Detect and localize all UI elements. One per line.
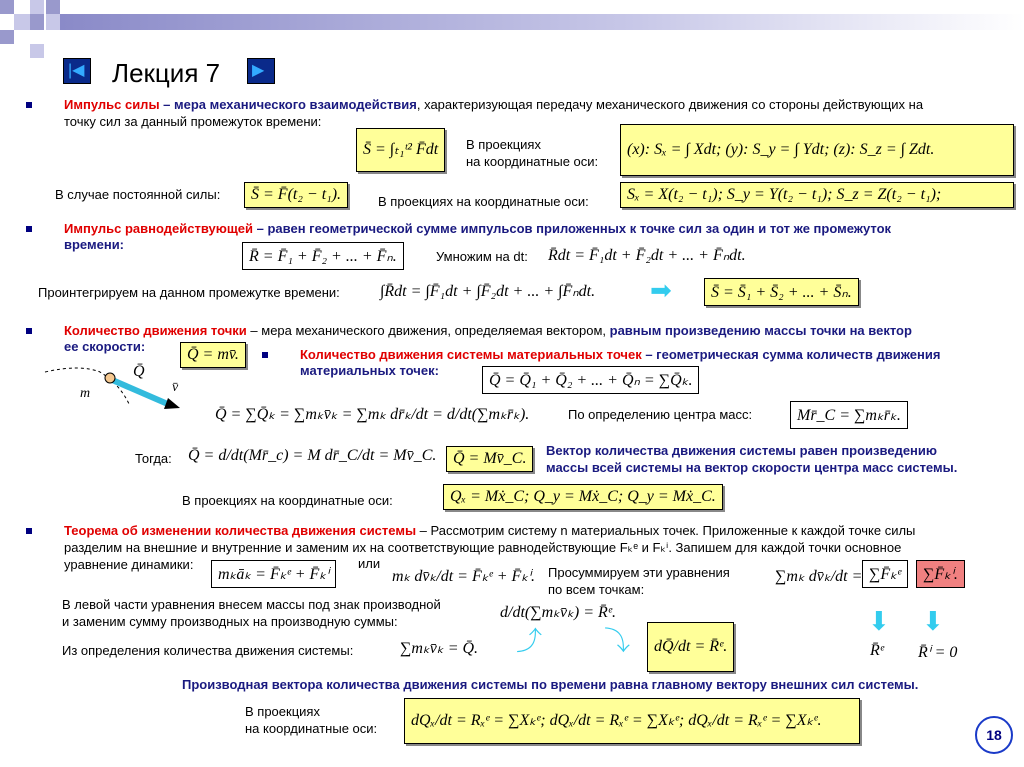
formula-momentum-point: Q̄ = mv̄. bbox=[180, 342, 246, 368]
momentum-diagram bbox=[40, 360, 190, 410]
down-arrow-icon: ⬇ bbox=[868, 606, 890, 636]
formula-momentum-def: ∑mₖv̄ₖ = Q̄. bbox=[400, 640, 479, 657]
decor-square bbox=[30, 14, 44, 30]
formula-integrated: ∫R̄dt = ∫F̄₁dt + ∫F̄₂dt + ... + ∫F̄ₙdt. bbox=[380, 283, 596, 300]
definition-text: , характеризующая передачу механического движения со стороны действующих на bbox=[416, 97, 924, 112]
curved-down-arrow-icon: ⤵ bbox=[604, 626, 631, 656]
formula-impulse-sum: S̄ = S̄₁ + S̄₂ + ... + S̄ₙ. bbox=[704, 278, 859, 306]
label: Умножим на dt: bbox=[436, 249, 528, 264]
definition-text: – мера механического движения, определяемая вектором, bbox=[246, 323, 610, 338]
label: или bbox=[358, 556, 381, 571]
term: Теорема об изменении количества движения системы bbox=[64, 523, 417, 538]
formula-constant-projections: Sₓ = X(t₂ − t₁); S_y = Y(t₂ − t₁); S_z = Z(t₂ − t₁); bbox=[620, 182, 1014, 208]
theorem-statement: Производная вектора количества движения системы по времени равна главному вектору внешних сил системы. bbox=[182, 677, 919, 692]
formula-external-sum: ∑F̄ₖᵉ bbox=[862, 560, 908, 588]
bullet bbox=[262, 352, 268, 358]
term: Импульс равнодействующей bbox=[64, 221, 254, 236]
label: В проекциях bbox=[245, 704, 320, 719]
decor-square bbox=[30, 44, 44, 58]
label: на координатные оси: bbox=[245, 721, 378, 736]
formula-system-momentum: Q̄ = Q̄₁ + Q̄₂ + ... + Q̄ₙ = ∑Q̄ₖ. bbox=[482, 366, 699, 394]
term: Количество движения точки bbox=[64, 323, 247, 338]
formula-momentum-system: Q̄ = Mv̄_C. bbox=[446, 446, 533, 472]
formula-dynamics: mₖāₖ = F̄ₖᵉ + F̄ₖⁱ bbox=[211, 560, 336, 588]
definition-bold: – мера механического взаимодействия bbox=[159, 97, 417, 112]
term: Количество движения системы материальных точек bbox=[300, 347, 642, 362]
prev-slide-button[interactable] bbox=[63, 58, 91, 84]
decor-square bbox=[30, 0, 44, 14]
formula-center-of-mass: Mr̄_C = ∑mₖr̄ₖ. bbox=[790, 401, 908, 429]
label: В проекциях bbox=[466, 137, 541, 152]
formula-multiplied: R̄dt = F̄₁dt + F̄₂dt + ... + F̄ₙdt. bbox=[548, 247, 746, 264]
formula-momentum-projections: Qₓ = Mẋ_C; Q_y = Mẋ_C; Q_y = Mẋ_C. bbox=[443, 484, 723, 510]
formula-internal-resultant: R̄ⁱ = 0 bbox=[918, 644, 958, 661]
statement: Вектор количества движения системы равен произведению bbox=[546, 443, 937, 458]
definition-bold: равным произведению массы точки на вектор bbox=[609, 323, 912, 338]
page-title: Лекция 7 bbox=[112, 58, 221, 88]
label: В проекциях на координатные оси: bbox=[182, 493, 393, 508]
figure-label-v: v̄ bbox=[172, 380, 179, 395]
definition-line2: разделим на внешние и внутренние и заменим их на соответствующие равнодействующие Fₖᵉ и Fₖⁱ. Запишем для каждой точки основное bbox=[64, 540, 902, 555]
system-momentum-definition bbox=[300, 346, 940, 363]
definition-line2: материальных точек: bbox=[300, 363, 439, 378]
formula-constant-force: S̄ = F̄(t₂ − t₁). bbox=[244, 182, 348, 208]
decor-square bbox=[14, 14, 30, 30]
definition-line2: времени: bbox=[64, 237, 125, 252]
definition-line2: точку сил за данный промежуток времени: bbox=[64, 114, 322, 129]
label: Просуммируем эти уравнения bbox=[548, 565, 730, 580]
right-arrow-icon: ➡ bbox=[650, 275, 672, 305]
formula-external-resultant: R̄ᵉ bbox=[870, 642, 884, 659]
momentum-definition bbox=[64, 322, 912, 339]
label: В левой части уравнения внесем массы под знак производной bbox=[62, 597, 441, 612]
formula-internal-sum: ∑F̄ₖⁱ. bbox=[916, 560, 965, 588]
next-slide-icon: ▶ bbox=[252, 62, 265, 79]
definition-bold: – геометрическая сумма количеств движения bbox=[641, 347, 941, 362]
formula-then: Q̄ = d/dt(Mr̄_c) = M dr̄_C/dt = Mv̄_C. bbox=[188, 447, 437, 464]
label: на координатные оси: bbox=[466, 154, 599, 169]
label: По определению центра масс: bbox=[568, 407, 753, 422]
label: по всем точкам: bbox=[548, 582, 645, 597]
curved-up-arrow-icon: ⤴ bbox=[516, 626, 543, 656]
label: Проинтегрируем на данном промежутке времени: bbox=[38, 285, 340, 300]
decor-square bbox=[0, 0, 14, 14]
formula-resultant: R̄ = F̄₁ + F̄₂ + ... + F̄ₙ. bbox=[242, 242, 404, 270]
definition-line3: уравнение динамики: bbox=[64, 557, 194, 572]
definition-text: – Рассмотрим систему n материальных точек. Приложенные к каждой точке силы bbox=[416, 523, 916, 538]
down-arrow-icon: ⬇ bbox=[922, 606, 944, 636]
label: Тогда: bbox=[135, 451, 172, 466]
impulse-definition bbox=[64, 96, 923, 113]
resultant-definition bbox=[64, 220, 891, 237]
term: Импульс силы bbox=[64, 97, 160, 112]
statement: массы всей системы на вектор скорости центра масс системы. bbox=[546, 460, 958, 475]
formula-impulse-projections: (x): Sₓ = ∫ Xdt; (y): S_y = ∫ Ydt; (z): S_z = ∫ Zdt. bbox=[620, 124, 1014, 176]
label: В случае постоянной силы: bbox=[55, 187, 221, 202]
bullet bbox=[26, 328, 32, 334]
decor-square bbox=[46, 0, 60, 14]
formula-theorem-projections: dQₓ/dt = Rₓᵉ = ∑Xₖᵉ; dQₓ/dt = Rₓᵉ = ∑Xₖᵉ; dQₓ/dt = Rₓᵉ = ∑Xₖᵉ. bbox=[404, 698, 860, 744]
definition-line2: ее скорости: bbox=[64, 339, 146, 354]
figure-label-q: Q̄ bbox=[133, 363, 145, 380]
label: Из определения количества движения системы: bbox=[62, 643, 354, 658]
formula-derivation: Q̄ = ∑Q̄ₖ = ∑mₖv̄ₖ = ∑mₖ dr̄ₖ/dt = d/dt(∑mₖr̄ₖ). bbox=[215, 406, 530, 423]
bullet bbox=[26, 528, 32, 534]
label: В проекциях на координатные оси: bbox=[378, 194, 589, 209]
page-number: 18 bbox=[975, 716, 1013, 754]
formula-dynamics-alt: mₖ dv̄ₖ/dt = F̄ₖᵉ + F̄ₖⁱ. bbox=[392, 568, 535, 585]
theorem-definition bbox=[64, 522, 915, 539]
figure-label-m: m bbox=[80, 386, 91, 401]
header-bar bbox=[60, 14, 1024, 30]
decor-square bbox=[46, 14, 60, 30]
formula-impulse: S̄ = ∫ₜ₁ᵗ² F̄dt bbox=[356, 128, 445, 172]
formula-derivative-sum: d/dt(∑mₖv̄ₖ) = R̄ᵉ. bbox=[500, 604, 616, 621]
formula-theorem: dQ̄/dt = R̄ᵉ. bbox=[647, 622, 734, 672]
bullet bbox=[26, 226, 32, 232]
definition-bold: – равен геометрической сумме импульсов приложенных к точке сил за один и тот же промежуток bbox=[253, 221, 892, 236]
next-slide-button[interactable] bbox=[247, 58, 275, 84]
label: и заменим сумму производных на производную суммы: bbox=[62, 614, 398, 629]
decor-square bbox=[0, 30, 14, 44]
bullet bbox=[26, 102, 32, 108]
formula-sum-lhs: ∑mₖ dv̄ₖ/dt = bbox=[775, 568, 863, 585]
prev-slide-icon: |◀ bbox=[68, 62, 85, 79]
